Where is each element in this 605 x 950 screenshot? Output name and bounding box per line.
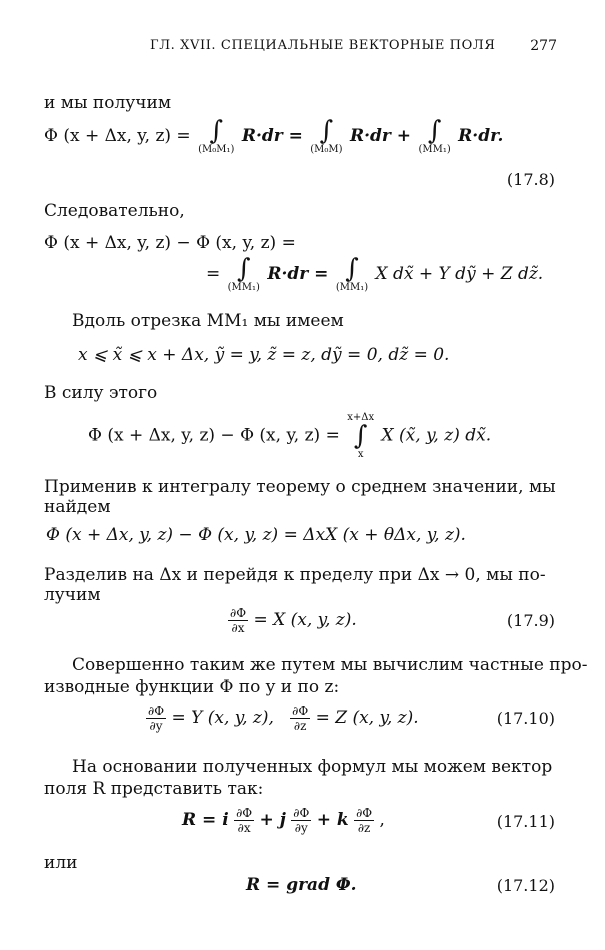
eq1-int-c-sub: (MM₁) xyxy=(418,144,451,155)
eq3-text: x ⩽ x̃ ⩽ x + Δx, ỹ = y, z̃ = z, dỹ = 0, dz̃ = 0. xyxy=(78,345,450,365)
paragraph-6-line-1: Разделив на Δx и перейдя к пределу при Δx → 0, мы по- xyxy=(44,565,546,585)
eq7-den-a: ∂y xyxy=(149,719,163,733)
paragraph-5-line-1: Применив к интегралу теорему о среднем значении, мы xyxy=(44,477,556,497)
eq6-rhs: = X (x, y, z). xyxy=(253,610,357,630)
integral-sign: ∫ (M₀M) xyxy=(310,116,343,155)
eq8-mid-a: + j xyxy=(259,810,286,830)
eq4-body: X (x̃, y, z) dx̃. xyxy=(381,425,492,446)
equation-5 xyxy=(46,524,466,546)
fraction xyxy=(354,806,374,835)
fraction xyxy=(228,606,248,635)
eq7-den-b: ∂z xyxy=(293,719,307,733)
eq1-int-c-body: R·dr. xyxy=(458,126,504,146)
eq2-int-a-sub: (MM₁) xyxy=(227,282,260,293)
equation-number-17-9: (17.9) xyxy=(506,611,555,630)
equation-4 xyxy=(88,412,491,460)
eq9-text: R = grad Φ. xyxy=(246,875,357,895)
integral-sign: ∫ (MM₁) xyxy=(227,254,260,293)
equation-17-8 xyxy=(44,118,503,155)
equation-number-17-10: (17.10) xyxy=(496,709,555,728)
eq7-rhs-a: = Y (x, y, z), xyxy=(171,708,274,728)
fraction xyxy=(234,806,254,835)
eq2-int-a-body: R·dr = xyxy=(267,264,329,284)
paragraph-2: Следовательно, xyxy=(44,201,185,221)
eq8-num-a: ∂Φ xyxy=(236,806,253,820)
paragraph-9: или xyxy=(44,853,78,873)
running-head: ГЛ. XVII. СПЕЦИАЛЬНЫЕ ВЕКТОРНЫЕ ПОЛЯ xyxy=(150,38,496,53)
eq7-rhs-b: = Z (x, y, z). xyxy=(315,708,419,728)
equation-3 xyxy=(78,344,449,366)
paragraph-3: Вдоль отрезка MM₁ мы имеем xyxy=(72,311,344,331)
eq8-lhs: R = i xyxy=(182,810,229,830)
equation-17-11 xyxy=(182,806,385,835)
paragraph-4: В силу этого xyxy=(44,383,158,403)
fraction xyxy=(146,704,166,733)
equation-17-9 xyxy=(228,606,357,635)
paragraph-7-line-2: изводные функции Φ по y и по z: xyxy=(44,677,340,697)
page-number: 277 xyxy=(530,38,557,54)
eq8-den-b: ∂y xyxy=(294,821,308,835)
eq8-tail: , xyxy=(379,810,385,830)
equation-number-17-11: (17.11) xyxy=(496,812,555,831)
eq4-int-sup: x+Δx xyxy=(347,412,375,423)
integral-sign: ∫ (M₀M₁) xyxy=(198,116,235,155)
paragraph-7-line-1: Совершенно таким же путем мы вычислим частные про- xyxy=(72,655,588,675)
equation-number-17-8: (17.8) xyxy=(506,170,555,189)
eq2-int-b-body: X dx̃ + Y dỹ + Z dz̃. xyxy=(375,264,544,284)
equation-17-12 xyxy=(246,874,357,896)
integral-sign: x+Δx ∫ x xyxy=(347,412,375,460)
eq1-int-a-body: R·dr = xyxy=(241,126,303,146)
equation-17-10 xyxy=(146,704,419,733)
eq1-int-a-sub: (M₀M₁) xyxy=(198,144,235,155)
eq6-num: ∂Φ xyxy=(230,606,247,620)
fraction xyxy=(290,704,310,733)
paragraph-8-line-2: поля R представить так: xyxy=(44,779,264,799)
eq7-num-b: ∂Φ xyxy=(292,704,309,718)
eq2-lead: = xyxy=(206,264,221,284)
integral-sign: ∫ (MM₁) xyxy=(335,254,369,293)
eq4-left: Φ (x + Δx, y, z) − Φ (x, y, z) = xyxy=(88,425,340,446)
eq8-num-c: ∂Φ xyxy=(356,806,373,820)
eq1-int-b-body: R·dr + xyxy=(349,126,412,146)
paragraph-6-line-2: лучим xyxy=(44,585,101,605)
eq7-num-a: ∂Φ xyxy=(148,704,165,718)
eq2-int-b-sub: (MM₁) xyxy=(335,282,369,293)
paragraph-5-line-2: найдем xyxy=(44,497,111,517)
fraction xyxy=(291,806,311,835)
equation-2-line-2 xyxy=(206,256,543,293)
eq1-left: Φ (x + Δx, y, z) = xyxy=(44,126,191,146)
equation-number-17-12: (17.12) xyxy=(496,876,555,895)
eq6-den: ∂x xyxy=(231,621,245,635)
eq4-int-sub: x xyxy=(357,449,364,460)
paragraph-8-line-1: На основании полученных формул мы можем вектор xyxy=(72,757,553,777)
eq8-mid-b: + k xyxy=(316,810,349,830)
eq8-num-b: ∂Φ xyxy=(293,806,310,820)
integral-sign: ∫ (MM₁) xyxy=(418,116,451,155)
equation-2-line-1: Φ (x + Δx, y, z) − Φ (x, y, z) = xyxy=(44,233,296,253)
eq1-int-b-sub: (M₀M) xyxy=(310,144,343,155)
eq5-text: Φ (x + Δx, y, z) − Φ (x, y, z) = ΔxX (x + θΔx, y, z). xyxy=(46,525,466,545)
eq8-den-c: ∂z xyxy=(357,821,371,835)
paragraph-1: и мы получим xyxy=(44,93,172,113)
eq8-den-a: ∂x xyxy=(237,821,251,835)
